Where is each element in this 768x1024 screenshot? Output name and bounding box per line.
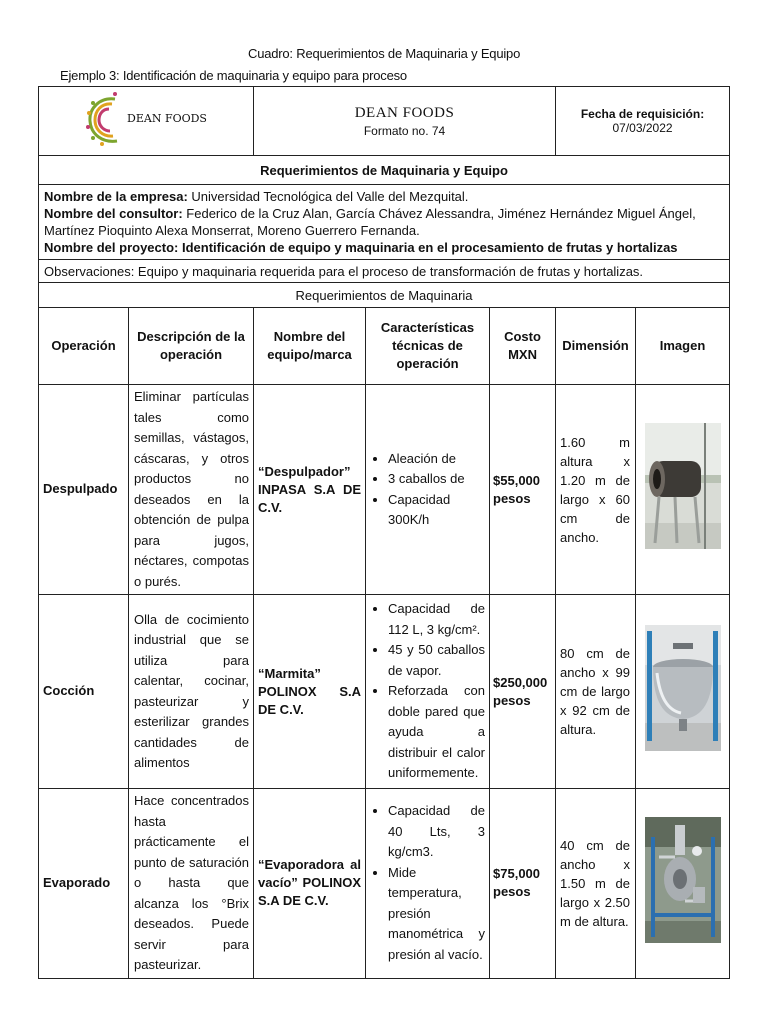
operation-name: Evaporado	[39, 789, 129, 979]
observations: Observaciones: Equipo y maquinaria requerida para el proceso de transformación de frutas y hortalizas.	[39, 260, 730, 283]
spec-item: • Capacidad de 40 Lts, 3 kg/cm3.	[388, 801, 485, 863]
cost: $250,000 pesos	[490, 595, 556, 789]
date-value: 07/03/2022	[612, 121, 673, 135]
spec-item: • 45 y 50 caballos de vapor.	[388, 640, 485, 681]
header-row	[39, 87, 730, 156]
equipment-name: “Despulpador” INPASA S.A DE C.V.	[254, 385, 366, 595]
company-logo	[85, 91, 207, 147]
evaporator-photo	[645, 817, 721, 943]
col-equipo: Nombre del equipo/marca	[254, 308, 366, 385]
empresa-value: Universidad Tecnológica del Valle del Mezquital.	[187, 189, 469, 204]
date-cell	[556, 87, 730, 156]
kettle-photo	[645, 625, 721, 751]
document-subcaption: Ejemplo 3: Identificación de maquinaria y equipo para proceso	[60, 68, 407, 83]
operation-description: Olla de cocimiento industrial que se utiliza para calentar, cocinar, pasteurizar y esterilizar grandes cantidades de alimentos	[129, 595, 254, 789]
project-info	[39, 185, 730, 260]
col-descripcion: Descripción de la operación	[129, 308, 254, 385]
dean-foods-logo-icon	[85, 91, 123, 147]
pulper-photo	[645, 423, 721, 549]
date-label: Fecha de requisición:	[580, 107, 705, 121]
operation-description: Hace concentrados hasta prácticamente el punto de saturación o hasta que alcanza los °Brix deseados. Puede servir para pasteurizar.	[129, 789, 254, 979]
section-title: Requerimientos de Maquinaria y Equipo	[39, 156, 730, 185]
technical-specs	[366, 789, 490, 979]
operation-name: Cocción	[39, 595, 129, 789]
spec-item: • Capacidad de 112 L, 3 kg/cm².	[388, 599, 485, 640]
equipment-name: “Marmita” POLINOX S.A DE C.V.	[254, 595, 366, 789]
equipment-name: “Evaporadora al vacío” POLINOX S.A DE C.V.	[254, 789, 366, 979]
table-row	[39, 595, 730, 789]
empresa-line	[44, 188, 724, 205]
operation-name: Despulpado	[39, 385, 129, 595]
image-cell	[636, 385, 730, 595]
company-name: DEAN FOODS	[354, 104, 455, 121]
col-caracteristicas: Características técnicas de operación	[366, 308, 490, 385]
spec-item: • Capacidad 300K/h	[388, 490, 485, 531]
cost: $55,000 pesos	[490, 385, 556, 595]
spec-item: • Mide temperatura, presión manométrica y presión al vacío.	[388, 863, 485, 966]
spec-item: • Aleación de	[388, 449, 485, 470]
col-costo: Costo MXN	[490, 308, 556, 385]
technical-specs	[366, 385, 490, 595]
consultor-line	[44, 205, 724, 239]
dimensions: 80 cm de ancho x 99 cm de largo x 92 cm de altura.	[556, 595, 636, 789]
consultor-value: Federico de la Cruz Alan, García Chávez Alessandra, Jiménez Hernández Miguel Ángel, Martínez Pioquinto Alexa Monserrat, Moreno Guerrero Fernanda.	[44, 206, 696, 238]
spec-item: • 3 caballos de	[388, 469, 485, 490]
table-row	[39, 789, 730, 979]
proyecto-line: Nombre del proyecto: Identificación de equipo y maquinaria en el procesamiento de frutas y hortalizas	[44, 240, 678, 255]
logo-cell	[39, 87, 254, 156]
col-imagen: Imagen	[636, 308, 730, 385]
image-cell	[636, 789, 730, 979]
table-row	[39, 385, 730, 595]
company-cell	[254, 87, 556, 156]
operation-description: Eliminar partículas tales como semillas, vástagos, cáscaras, y otros productos no deseados en la obtención de pulpa para jugos, néctares, compotas o purés.	[129, 385, 254, 595]
spec-item: • Reforzada con doble pared que ayuda a distribuir el calor uniformemente.	[388, 681, 485, 784]
consultor-label: Nombre del consultor:	[44, 206, 183, 221]
subsection-title: Requerimientos de Maquinaria	[39, 283, 730, 308]
empresa-label: Nombre de la empresa:	[44, 189, 188, 204]
dimensions: 40 cm de ancho x 1.50 m de largo x 2.50 m de altura.	[556, 789, 636, 979]
col-dimension: Dimensión	[556, 308, 636, 385]
column-headers	[39, 308, 730, 385]
col-operacion: Operación	[39, 308, 129, 385]
dimensions: 1.60 m altura x 1.20 m de largo x 60 cm de ancho.	[556, 385, 636, 595]
technical-specs	[366, 595, 490, 789]
logo-text: DEAN FOODS	[127, 112, 207, 125]
image-cell	[636, 595, 730, 789]
cost: $75,000 pesos	[490, 789, 556, 979]
requirements-table	[38, 86, 730, 979]
document-caption: Cuadro: Requerimientos de Maquinaria y Equipo	[248, 46, 521, 61]
format-number: Formato no. 74	[363, 123, 446, 138]
